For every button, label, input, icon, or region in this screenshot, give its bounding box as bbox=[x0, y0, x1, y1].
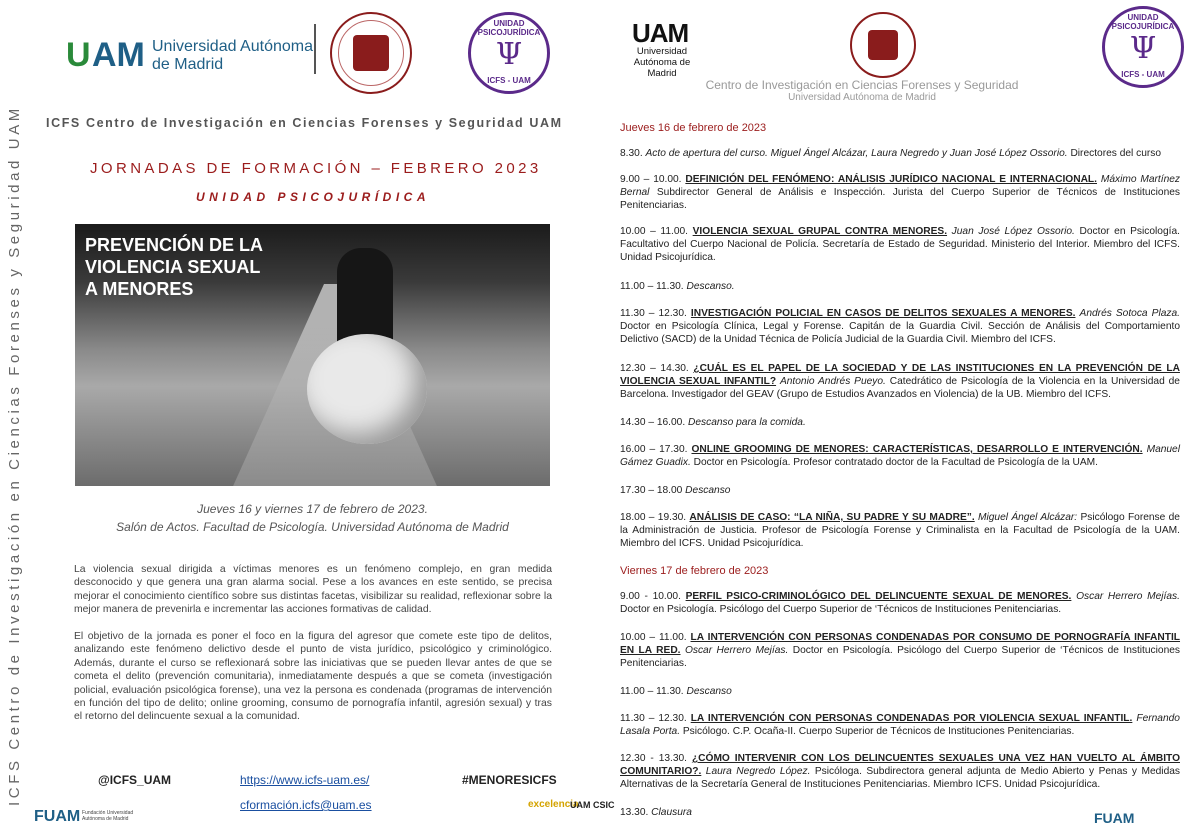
website-link[interactable]: https://www.icfs-uam.es/ bbox=[240, 773, 370, 787]
psi-symbol-icon: Ψ bbox=[495, 37, 523, 72]
vertical-side-title: ICFS Centro de Investigación en Ciencias Forenses y Seguridad UAM bbox=[6, 105, 23, 806]
schedule-item: 14.30 – 16.00. Descanso para la comida. bbox=[620, 417, 806, 428]
schedule-item: 12.30 - 13.30. ¿CÓMO INTERVENIR CON LOS DELINCUENTES SEXUALES UNA VEZ HAN VUELTO AL ÁMBITO COMUNITARIO?. Laura Negredo López. Psicóloga. Subdirectora general adjunta de Medio Abierto y Penas y Medidas Alternativas de la Secretaría General de Instituciones Penitenciarias. Miembro ICFS. Unidad Psicojurídica. bbox=[620, 753, 1180, 790]
right-psicojuridica-seal: UNIDAD PSICOJURÍDICA Ψ ICFS - UAM bbox=[1102, 6, 1184, 88]
event-date-venue: Jueves 16 y viernes 17 de febrero de 2023. Salón de Actos. Facultad de Psicología. Universidad Autónoma de Madrid bbox=[116, 502, 509, 534]
schedule-item: 8.30. Acto de apertura del curso. Miguel Ángel Alcázar, Laura Negredo y Juan José López Ossorio. Directores del curso bbox=[620, 148, 1162, 159]
seal-top-text: UNIDAD PSICOJURÍDICA bbox=[477, 19, 541, 37]
icfs-seal-icon bbox=[330, 12, 412, 94]
icfs-title: ICFS Centro de Investigación en Ciencias Forenses y Seguridad UAM bbox=[46, 116, 563, 130]
poster-title: PREVENCIÓN DE LA VIOLENCIA SEXUAL A MENORES bbox=[85, 235, 264, 299]
right-psi-symbol-icon: Ψ bbox=[1129, 31, 1157, 66]
schedule-item: 12.30 – 14.30. ¿CUÁL ES EL PAPEL DE LA SOCIEDAD Y DE LAS INSTITUCIONES EN LA PREVENCIÓN DE LA VIOLENCIA SEXUAL INFANTIL? Antonio Andrés Pueyo. Catedrático de Psicología de la Violencia en la Universidad de Barcelona. Investigador del GEAV (Grupo de Estudios Avanzados en Violencia) de la UB. Miembro del ICFS. bbox=[620, 363, 1180, 400]
right-uam-name: Universidad Autónoma de Madrid bbox=[633, 46, 691, 79]
uam-csic-logo: UAM CSIC bbox=[570, 800, 615, 810]
right-icfs-seal-icon bbox=[850, 12, 916, 78]
right-header-subtitle: Universidad Autónoma de Madrid bbox=[788, 92, 936, 103]
svg-text:U: U bbox=[66, 36, 91, 72]
excelencia-logo: excelencia bbox=[528, 799, 579, 810]
fuam-subtitle: Fundación Universidad Autónoma de Madrid bbox=[82, 810, 134, 822]
intro-paragraph-2: El objetivo de la jornada es poner el foco en la figura del agresor que comete este tipo de delitos, analizando este fenómeno delictivo desde el punto de vista jurídico, psicológico y criminológico. Además, durante el curso se reflexionará sobre las iniciativas que se pueden llevar antes de que se cometa el delito (prevención comunitaria), inmediatamente después a que se cometa (investigación policial, evaluación psicológica forense), una vez la persona es condenada (programas de intervención en función del tipo de delito; online grooming, consumo de pornografía infantil, agresión sexual) y tras el retorno del delincuente sexual a la comunidad. bbox=[74, 631, 552, 723]
schedule-item: 9.00 – 10.00. DEFINICIÓN DEL FENÓMENO: ANÁLISIS JURÍDICO NACIONAL E INTERNACIONAL. Máximo Martínez Bernal Subdirector General de Análisis e Inspección. Jurista del Cuerpo Superior de Técnicos de Instituciones Penitenciarias. bbox=[620, 174, 1180, 211]
day-heading-friday: Viernes 17 de febrero de 2023 bbox=[620, 565, 769, 577]
schedule-item: 10.00 – 11.00. VIOLENCIA SEXUAL GRUPAL CONTRA MENORES. Juan José López Ossorio. Doctor en Psicología. Facultativo del Cuerpo Nacional de Policía. Secretaría de Estado de Seguridad. Ministerio del Interior. Miembro del ICFS. Unidad Psicojurídica. bbox=[620, 226, 1180, 263]
schedule-item: 11.00 – 11.30. Descanso bbox=[620, 686, 732, 697]
uam-name: Universidad Autónoma de Madrid bbox=[152, 38, 313, 73]
schedule-item: 18.00 – 19.30. ANÁLISIS DE CASO: “LA NIÑA, SU PADRE Y SU MADRE”. Miguel Ángel Alcázar: Psicólogo Forense de la Administración de Justicia. Profesor de Psicología Forense y Criminalista en la Facultad de Psicología de la UAM. Miembro del ICFS. Unidad Psicojurídica. bbox=[620, 512, 1180, 549]
schedule-item: 10.00 – 11.00. LA INTERVENCIÓN CON PERSONAS CONDENADAS POR CONSUMO DE PORNOGRAFÍA INFANTIL EN LA RED. Oscar Herrero Mejías. Doctor en Psicología. Psicólogo del Cuerpo Superior de ‘Técnicos de Instituciones Penitenciarias. bbox=[620, 632, 1181, 669]
poster-photo bbox=[75, 224, 550, 486]
right-fuam-logo: FUAM bbox=[1094, 810, 1135, 826]
fuam-logo: FUAM bbox=[34, 808, 81, 825]
unidad-subheading: UNIDAD PSICOJURÍDICA bbox=[196, 190, 431, 204]
schedule-item: 11.00 – 11.30. Descanso. bbox=[620, 281, 735, 292]
unidad-psicojuridica-seal bbox=[468, 12, 550, 94]
intro-paragraph-1: La violencia sexual dirigida a víctimas menores es un fenómeno complejo, en gran medida desconocido y que genera una gran alarma social. Pese a los avances en este sentido, se precisa mejorar el conocimiento científico sobre sus distintas facetas, visibilizar su realidad, reflexionar sobre la mejor manera de prevenirla e incrementar las acciones formativas de calidad. bbox=[74, 564, 552, 616]
hashtag[interactable]: #MENORESICFS bbox=[462, 773, 557, 787]
schedule-item: 13.30. Clausura bbox=[620, 807, 692, 818]
teddy-bear-figure bbox=[307, 334, 427, 444]
seal-bottom-text: ICFS - UAM bbox=[487, 76, 531, 85]
right-header-title: Centro de Investigación en Ciencias Forenses y Seguridad bbox=[705, 78, 1019, 92]
schedule-item: 17.30 – 18.00 Descanso bbox=[620, 485, 731, 496]
email-link[interactable]: cformación.icfs@uam.es bbox=[240, 798, 372, 812]
svg-text:AM: AM bbox=[92, 36, 145, 72]
day-heading-thursday: Jueves 16 de febrero de 2023 bbox=[620, 122, 767, 134]
right-uam-logo: UAM bbox=[632, 18, 689, 48]
twitter-handle[interactable]: @ICFS_UAM bbox=[98, 773, 172, 787]
schedule-item: 9.00 - 10.00. PERFIL PSICO-CRIMINOLÓGICO DEL DELINCUENTE SEXUAL DE MENORES. Oscar Herrero Mejías. Doctor en Psicología. Psicólogo del Cuerpo Superior de ‘Técnicos de Instituciones Penitenciarias. bbox=[620, 591, 1180, 615]
jornadas-heading: JORNADAS DE FORMACIÓN – FEBRERO 2023 bbox=[90, 160, 542, 177]
schedule-item: 11.30 – 12.30. LA INTERVENCIÓN CON PERSONAS CONDENADAS POR VIOLENCIA SEXUAL INFANTIL. Fernando Lasala Porta. Psicólogo. C.P. Ocaña-II. Cuerpo Superior de Técnicos de Instituciones Penitenciarias. bbox=[620, 713, 1180, 737]
schedule-item: 16.00 – 17.30. ONLINE GROOMING DE MENORES: CARACTERÍSTICAS, DESARROLLO E INTERVENCIÓN. Manuel Gámez Guadix. Doctor en Psicología. Profesor contratado doctor de la Facultad de Psicología de la UAM. bbox=[620, 444, 1180, 468]
schedule-item: 11.30 – 12.30. INVESTIGACIÓN POLICIAL EN CASOS DE DELITOS SEXUALES A MENORES. Andrés Sotoca Plaza. Doctor en Psicología Clínica, Legal y Forense. Capitán de la Guardia Civil. Sección de Análisis del Comportamiento Delictivo (SACD) de la Unidad Técnica de Policía Judicial de la Guardia Civil. Miembro del ICFS. bbox=[620, 308, 1180, 345]
uam-logo-icon bbox=[66, 36, 150, 72]
logo-divider bbox=[314, 24, 316, 74]
